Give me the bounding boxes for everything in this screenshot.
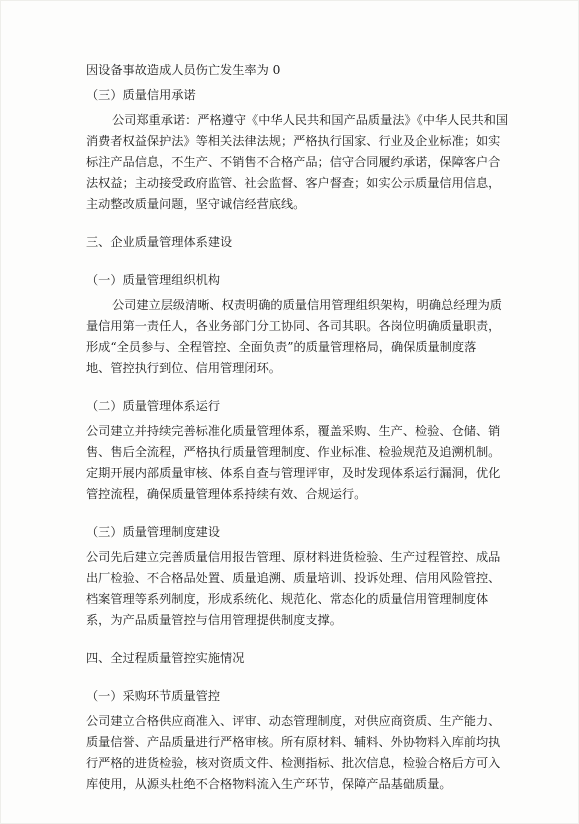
heading-credit-commitment: （三）质量信用承诺 — [86, 88, 196, 102]
paragraph-line: 形成“全员参与、全程管控、全面负责”的质量管理格局，确保质量制度落 — [86, 340, 477, 354]
heading-quality-org: （一）质量管理组织机构 — [86, 273, 221, 287]
paragraph-line: 法权益；主动接受政府监管、社会监督、客户督查；如实公示质量信用信息， — [86, 176, 501, 190]
paragraph-line: 公司先后建立完善质量信用报告管理、原材料进货检验、生产过程管控、成品 — [86, 550, 501, 564]
paragraph-line: 定期开展内部质量审核、体系自查与管理评审，及时发现体系运行漏洞，优化 — [86, 466, 501, 480]
paragraph-line: 质量信誉、产品质量进行严格审核。所有原材料、辅料、外协物料入库前均执 — [86, 735, 501, 749]
paragraph-line: 公司郑重承诺：严格遵守《中华人民共和国产品质量法》《中华人民共和国 — [112, 113, 509, 127]
paragraph-line: 档案管理等系列制度，形成系统化、规范化、常态化的质量信用管理制度体 — [86, 592, 489, 606]
paragraph-line: 系，为产品质量管控与信用管理提供制度支撑。 — [86, 613, 342, 627]
paragraph-line: 售、售后全流程，严格执行质量管理制度、作业标准、检验规范及追溯机制。 — [86, 445, 501, 459]
paragraph-line: 公司建立合格供应商准入、评审、动态管理制度，对供应商资质、生产能力、 — [86, 714, 501, 728]
paragraph-line: 库使用，从源头杜绝不合格物料流入生产环节，保障产品基础质量。 — [86, 777, 452, 791]
heading-section-4: 四、全过程质量管控实施情况 — [86, 651, 245, 665]
paragraph-line: 地、管控执行到位、信用管理闭环。 — [86, 361, 281, 375]
heading-system-operation: （二）质量管理体系运行 — [86, 399, 221, 413]
paragraph-line: 管控流程，确保质量管理体系持续有效、合规运行。 — [86, 487, 367, 501]
heading-section-3: 三、企业质量管理体系建设 — [86, 235, 233, 249]
heading-procurement-control: （一）采购环节质量管控 — [86, 689, 221, 703]
intro-line: 因设备事故造成人员伤亡发生率为 0 — [86, 63, 281, 77]
paragraph-line: 标注产品信息，不生产、不销售不合格产品；信守合同履约承诺，保障客户合 — [86, 155, 501, 169]
paragraph-line: 消费者权益保护法》等相关法律法规；严格执行国家、行业及企业标准；如实 — [86, 134, 501, 148]
paragraph-line: 公司建立并持续完善标准化质量管理体系，覆盖采购、生产、检验、仓储、销 — [86, 424, 501, 438]
heading-system-rules: （三）质量管理制度建设 — [86, 525, 221, 539]
paragraph-line: 出厂检验、不合格品处置、质量追溯、质量培训、投诉处理、信用风险管控、 — [86, 571, 501, 585]
paragraph-line: 公司建立层级清晰、权责明确的质量信用管理组织架构，明确总经理为质 — [112, 298, 502, 312]
paragraph-line: 量信用第一责任人，各业务部门分工协同、各司其职。各岗位明确质量职责， — [86, 319, 501, 333]
paragraph-line: 主动整改质量问题，坚守诚信经营底线。 — [86, 197, 306, 211]
paragraph-line: 行严格的进货检验，核对资质文件、检测指标、批次信息，检验合格后方可入 — [86, 756, 501, 770]
